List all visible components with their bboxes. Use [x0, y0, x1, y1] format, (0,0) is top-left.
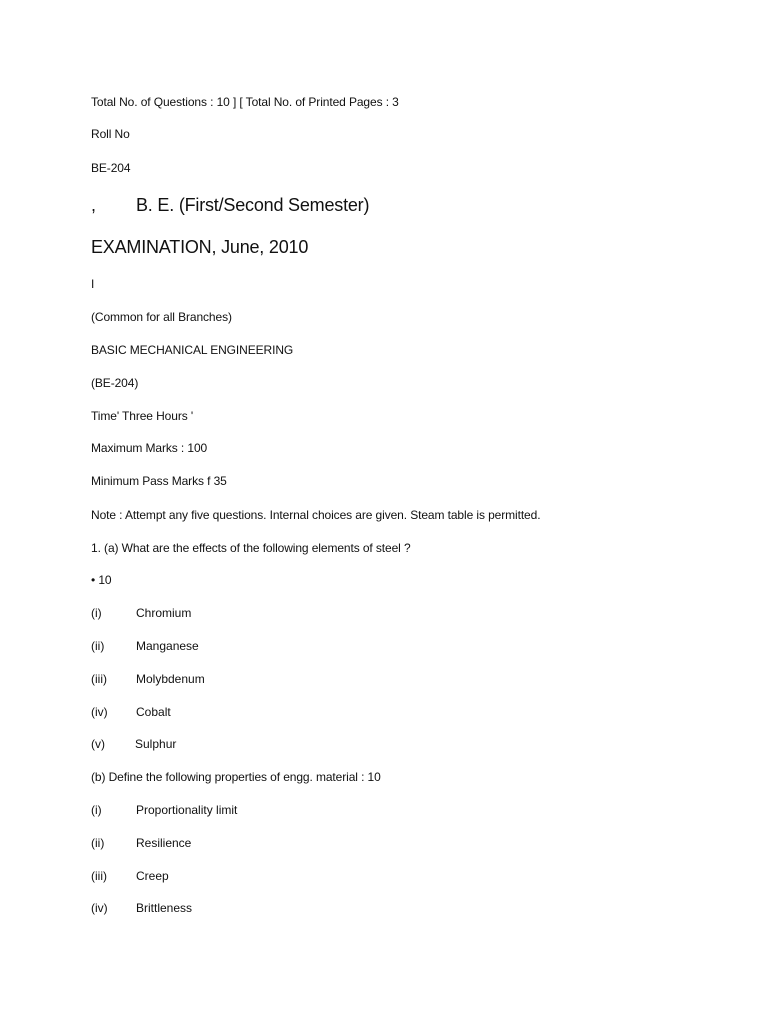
paper-code: BE-204 [91, 161, 131, 175]
list-item-number: (ii) [91, 836, 105, 850]
semester-title: B. E. (First/Second Semester) [136, 195, 370, 215]
list-item: Proportionality limit [136, 803, 238, 817]
list-item: Molybdenum [136, 672, 205, 686]
list-item: Brittleness [136, 901, 193, 915]
list-item-number: (iii) [91, 672, 107, 686]
list-item: Sulphur [135, 737, 177, 751]
question-1a-marks: • 10 [91, 573, 112, 587]
list-item: Resilience [136, 836, 192, 850]
minimum-pass-marks: Minimum Pass Marks f 35 [91, 474, 227, 488]
list-item: Creep [136, 869, 169, 883]
total-questions-pages: Total No. of Questions : 10 ] [ Total No. of Printed Pages : 3 [91, 95, 399, 109]
subject-code: (BE-204) [91, 376, 139, 390]
maximum-marks: Maximum Marks : 100 [91, 441, 208, 455]
list-item: Manganese [136, 639, 199, 653]
list-item-number: (i) [91, 803, 102, 817]
heading-comma: , [91, 195, 96, 215]
stray-mark: I [91, 277, 95, 291]
list-item-number: (i) [91, 606, 102, 620]
common-branches: (Common for all Branches) [91, 310, 232, 324]
time-allowed: Time' Three Hours ' [91, 409, 194, 423]
list-item-number: (iv) [91, 705, 108, 719]
subject-name: BASIC MECHANICAL ENGINEERING [91, 343, 294, 357]
exam-note: Note : Attempt any five questions. Internal choices are given. Steam table is permitted. [91, 508, 541, 522]
question-1a: 1. (a) What are the effects of the following elements of steel ? [91, 541, 411, 555]
examination-heading: EXAMINATION, June, 2010 [91, 237, 309, 257]
list-item: Cobalt [136, 705, 171, 719]
list-item-number: (v) [91, 737, 105, 751]
list-item: Chromium [136, 606, 192, 620]
list-item-number: (iv) [91, 901, 108, 915]
list-item-number: (ii) [91, 639, 105, 653]
roll-no-label: Roll No [91, 127, 130, 141]
question-1b: (b) Define the following properties of engg. material : 10 [91, 770, 381, 784]
list-item-number: (iii) [91, 869, 107, 883]
